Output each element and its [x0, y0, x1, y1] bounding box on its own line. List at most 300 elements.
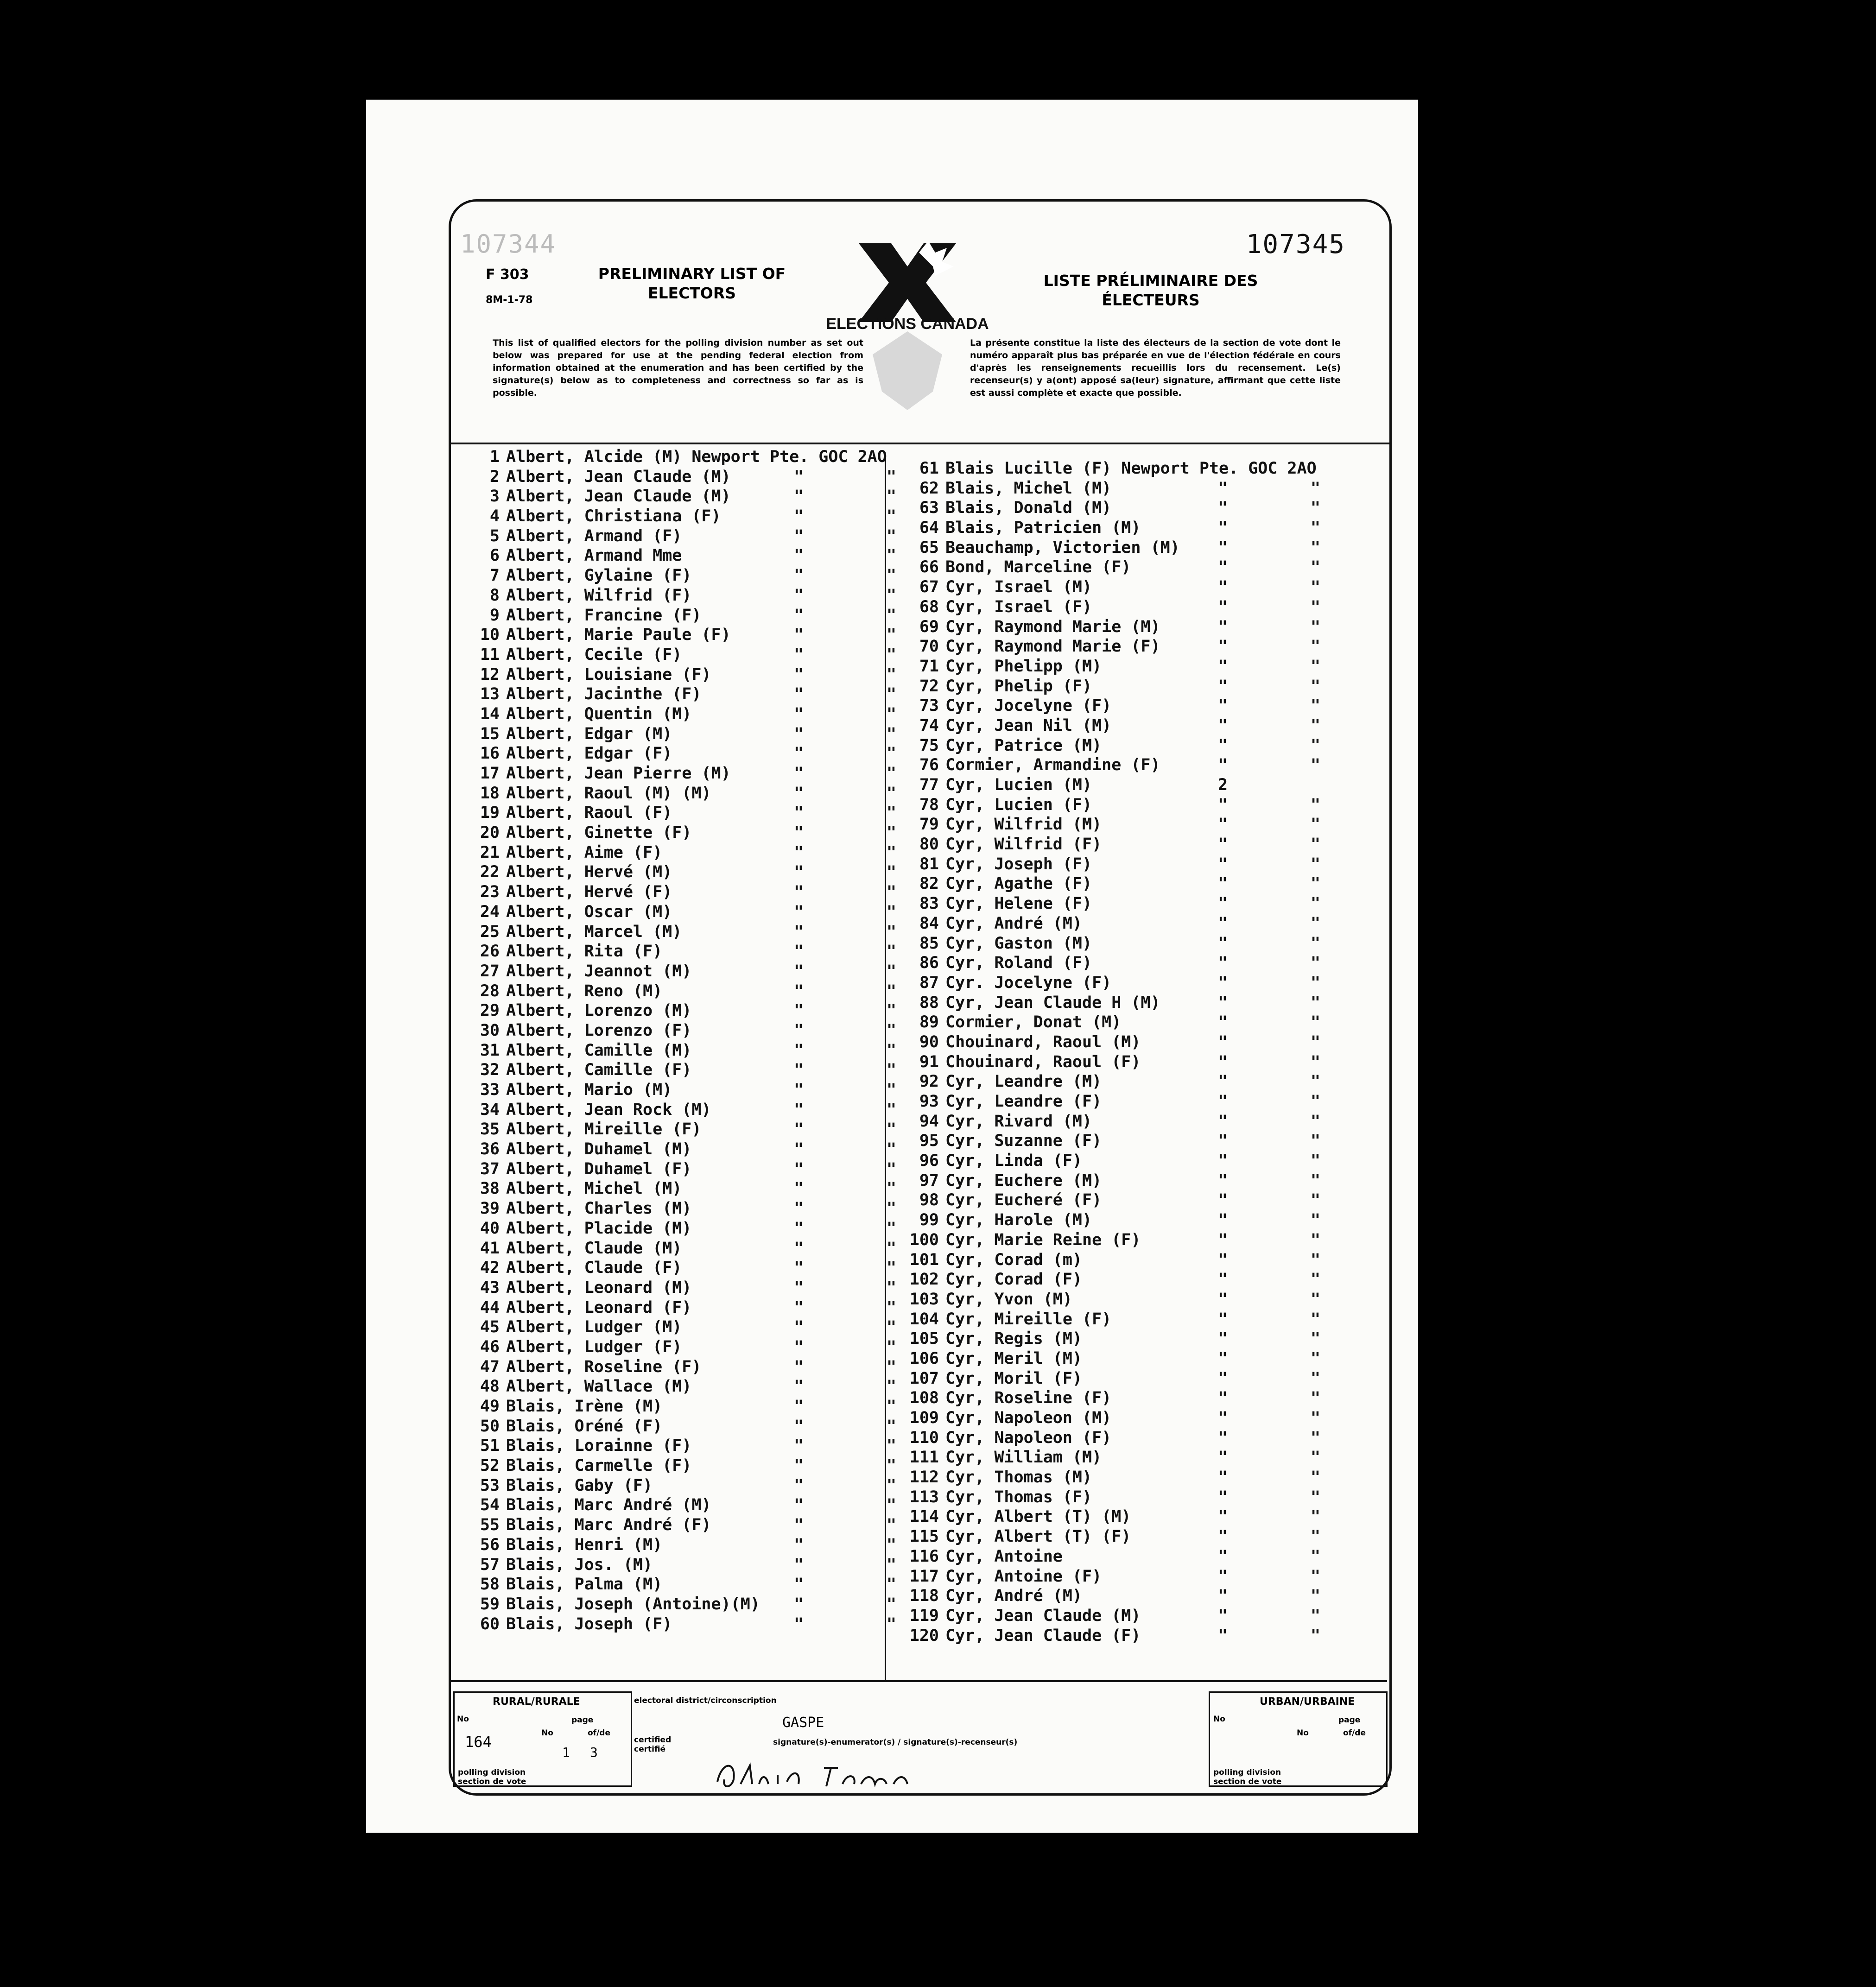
- ditto-mark-postal: ": [887, 902, 897, 921]
- ditto-mark-town: ": [1218, 716, 1228, 735]
- elector-number: 48: [480, 1377, 500, 1396]
- ditto-mark-postal: ": [887, 1021, 897, 1040]
- elector-number: 56: [480, 1535, 500, 1554]
- elector-name: Albert, Duhamel (M): [506, 1140, 692, 1159]
- ditto-mark-town: ": [1218, 1389, 1228, 1408]
- elector-name: Blais, Oréné (F): [506, 1417, 663, 1436]
- ditto-mark-postal: ": [1311, 519, 1321, 538]
- elector-number: 13: [480, 685, 500, 704]
- elector-name: Cyr, Gaston (M): [945, 934, 1092, 953]
- ditto-mark-town: ": [1218, 1329, 1228, 1348]
- elector-name: Albert, Leonard (F): [506, 1298, 692, 1317]
- ditto-mark-postal: ": [887, 704, 897, 723]
- elector-number: 78: [919, 795, 939, 814]
- elector-name: Cyr, William (M): [945, 1448, 1102, 1467]
- elector-name: Cyr, Corad (m): [945, 1250, 1083, 1269]
- elector-entry: [456, 942, 897, 962]
- ditto-mark-postal: ": [887, 1337, 897, 1356]
- elector-entry: [884, 1290, 1321, 1310]
- ditto-mark-town: ": [1218, 815, 1228, 834]
- ditto-mark-town: ": [1218, 854, 1228, 873]
- elector-name: Albert, Francine (F): [506, 606, 702, 625]
- elector-entry: [884, 677, 1321, 696]
- elector-number: 10: [480, 626, 500, 645]
- elector-name: Cyr, Yvon (M): [945, 1290, 1072, 1309]
- ditto-mark-postal: ": [887, 1357, 897, 1376]
- elector-name: Albert, Wilfrid (F): [506, 586, 692, 605]
- ditto-mark-town: ": [794, 1595, 804, 1614]
- ditto-mark-postal: ": [887, 1496, 897, 1515]
- elector-entry: [456, 1535, 897, 1555]
- ditto-mark-town: ": [794, 1456, 804, 1475]
- elector-number: 112: [909, 1468, 939, 1487]
- ditto-mark-postal: ": [1311, 1310, 1321, 1329]
- elector-entry: [884, 1131, 1321, 1151]
- elector-number: 19: [480, 804, 500, 823]
- ditto-mark-town: ": [1218, 795, 1228, 814]
- ditto-mark-town: ": [1218, 578, 1228, 597]
- elector-entry: [456, 1080, 897, 1100]
- elector-entry: [456, 862, 897, 882]
- elector-name: Cyr, Suzanne (F): [945, 1132, 1102, 1151]
- elector-name: Albert, Leonard (M): [506, 1278, 692, 1297]
- elector-name: Albert, Roseline (F): [506, 1357, 702, 1376]
- elector-number: 100: [909, 1230, 939, 1249]
- elector-entry: [456, 764, 897, 784]
- elector-entry: [884, 597, 1321, 617]
- ditto-mark-town: ": [794, 863, 804, 882]
- ditto-mark-town: ": [1218, 1211, 1228, 1230]
- serial-number-ghost: 107344: [460, 229, 557, 259]
- elector-name: Cyr, Marie Reine (F): [945, 1230, 1141, 1249]
- elector-number: 118: [909, 1587, 939, 1606]
- ditto-mark-postal: ": [887, 823, 897, 842]
- ditto-mark-postal: ": [1311, 1270, 1321, 1289]
- ditto-mark-postal: ": [887, 863, 897, 882]
- elector-name: Albert, Louisiane (F): [506, 665, 711, 684]
- elector-entry: [456, 526, 897, 546]
- elector-entry: [456, 1159, 897, 1179]
- ditto-mark-postal: ": [1311, 914, 1321, 933]
- elector-entry: [884, 518, 1321, 538]
- urban-of-label: of/de: [1343, 1728, 1366, 1738]
- ditto-mark-town: ": [794, 606, 804, 625]
- elector-name: Cyr, André (M): [945, 914, 1083, 933]
- elector-number: 102: [909, 1270, 939, 1289]
- elector-entry: [456, 1476, 897, 1496]
- ditto-mark-town: ": [794, 1496, 804, 1515]
- elector-number: 90: [919, 1032, 939, 1051]
- elector-number: 12: [480, 665, 500, 684]
- elector-name: Cyr, Thomas (F): [945, 1487, 1092, 1506]
- urban-page-no-label: No: [1297, 1728, 1309, 1738]
- ditto-mark-town: ": [1218, 657, 1228, 676]
- ditto-mark-town: ": [1218, 934, 1228, 953]
- elector-number: 104: [909, 1310, 939, 1329]
- ditto-mark-town: ": [1218, 617, 1228, 636]
- elector-entry: [456, 1456, 897, 1476]
- elector-entry: [456, 1515, 897, 1535]
- ditto-mark-postal: ": [1311, 894, 1321, 913]
- ditto-mark-postal: ": [887, 1159, 897, 1178]
- elector-name: Chouinard, Raoul (M): [945, 1032, 1141, 1051]
- ditto-mark-postal: ": [887, 1219, 897, 1238]
- ditto-mark-town: ": [1218, 914, 1228, 933]
- elector-entry: [456, 467, 897, 487]
- elector-entry: [456, 1317, 897, 1337]
- elector-name: Albert, Mireille (F): [506, 1120, 702, 1139]
- ditto-mark-town: ": [794, 962, 804, 981]
- elector-entry: [884, 1250, 1321, 1270]
- elector-entry: [456, 506, 897, 526]
- elector-entry: [884, 934, 1321, 954]
- elector-entry: [884, 736, 1321, 756]
- ditto-mark-postal: ": [1311, 1072, 1321, 1091]
- ditto-mark-postal: ": [887, 1120, 897, 1139]
- ditto-mark-town: ": [1218, 1487, 1228, 1506]
- ditto-mark-postal: ": [887, 724, 897, 743]
- ditto-mark-postal: ": [887, 1041, 897, 1060]
- intro-text-french: La présente constitue la liste des électeurs de la section de vote dont le numéro apparaît plus bas préparée en vue de l'élection fédérale en cours d'après les renseignements recueillis lors du recensement. Le(s) recenseur(s) y a(ont) apposé sa(leur) signature, affirmant que cette liste est aussi complète et exacte que possible.: [970, 338, 1341, 398]
- elector-number: 65: [919, 538, 939, 557]
- ditto-mark-postal: ": [1311, 1230, 1321, 1249]
- elector-number: 63: [919, 499, 939, 518]
- elector-entry: [884, 1507, 1321, 1527]
- elector-name: Cyr, Leandre (F): [945, 1092, 1102, 1111]
- ditto-mark-town: ": [1218, 756, 1228, 775]
- elector-name: Cyr, Raymond Marie (M): [945, 617, 1160, 636]
- elector-number: 40: [480, 1219, 500, 1238]
- ditto-mark-postal: ": [1311, 1567, 1321, 1586]
- ditto-mark-postal: ": [1311, 637, 1321, 656]
- elector-entry: [884, 577, 1321, 597]
- elector-entry: [456, 882, 897, 902]
- ditto-mark-town: ": [1218, 1409, 1228, 1427]
- ditto-mark-town: ": [794, 1001, 804, 1020]
- elector-number: 15: [480, 724, 500, 743]
- ditto-mark-town: ": [1218, 973, 1228, 992]
- ditto-mark-town: ": [794, 804, 804, 823]
- elector-number: 92: [919, 1072, 939, 1091]
- elector-entry: [884, 1112, 1321, 1132]
- ditto-mark-town: ": [1218, 993, 1228, 1012]
- elector-entry: [884, 557, 1321, 577]
- elector-number: 66: [919, 558, 939, 577]
- elector-number: 64: [919, 519, 939, 538]
- elector-number: 52: [480, 1456, 500, 1475]
- elector-name: Blais, Donald (M): [945, 499, 1112, 518]
- elector-entry: [456, 1337, 897, 1357]
- elector-number: 110: [909, 1428, 939, 1447]
- elector-entry: [456, 1397, 897, 1417]
- elector-entry: [456, 606, 897, 626]
- ditto-mark-town: 2: [1218, 776, 1228, 794]
- elector-number: 70: [919, 637, 939, 656]
- elector-number: 101: [909, 1250, 939, 1269]
- elector-name: Cyr, Eucheré (F): [945, 1191, 1102, 1210]
- elector-name: Albert, Aime (F): [506, 843, 663, 862]
- ditto-mark-postal: ": [887, 1614, 897, 1633]
- ditto-mark-town: ": [794, 1555, 804, 1574]
- serial-number: 107345: [1246, 229, 1345, 259]
- ditto-mark-town: ": [794, 764, 804, 783]
- elector-entry: [884, 815, 1321, 835]
- enumerator-signature: [708, 1756, 968, 1793]
- elector-number: 29: [480, 1001, 500, 1020]
- ditto-mark-postal: ": [887, 1476, 897, 1495]
- ditto-mark-town: ": [794, 526, 804, 545]
- signature-label: signature(s)-enumerator(s) / signature(s)-recenseur(s): [773, 1738, 1018, 1747]
- elector-entry: [456, 546, 897, 566]
- ditto-mark-postal: ": [887, 843, 897, 862]
- elector-name: Albert, Michel (M): [506, 1179, 682, 1198]
- elector-name: Beauchamp, Victorien (M): [945, 538, 1180, 557]
- elector-name: Albert, Edgar (F): [506, 744, 672, 763]
- elector-entry: [456, 803, 897, 823]
- ditto-mark-postal: ": [1311, 1250, 1321, 1269]
- elector-number: 42: [480, 1259, 500, 1278]
- elector-entry: [456, 487, 897, 506]
- elector-number: 83: [919, 894, 939, 913]
- ditto-mark-town: ": [794, 685, 804, 704]
- elector-number: 91: [919, 1052, 939, 1071]
- elector-number: 89: [919, 1013, 939, 1032]
- elector-entry: [884, 775, 1317, 795]
- ditto-mark-postal: ": [887, 1298, 897, 1317]
- elector-number: 32: [480, 1061, 500, 1080]
- elector-number: 76: [919, 756, 939, 775]
- rural-page-label: page: [571, 1715, 594, 1725]
- elector-number: 5: [489, 526, 500, 545]
- ditto-mark-town: ": [794, 487, 804, 506]
- elector-entry: [456, 744, 897, 764]
- elector-name: Cyr, Rivard (M): [945, 1112, 1092, 1131]
- elector-number: 81: [919, 854, 939, 873]
- elector-name: Albert, Christiana (F): [506, 507, 721, 526]
- elector-name: Cyr, Patrice (M): [945, 736, 1102, 755]
- elector-number: 68: [919, 597, 939, 616]
- ditto-mark-town: ": [794, 981, 804, 1000]
- elector-entry: [456, 1298, 897, 1318]
- ditto-mark-town: ": [794, 744, 804, 763]
- elector-number: 23: [480, 883, 500, 902]
- ditto-mark-town: ": [1218, 954, 1228, 973]
- ditto-mark-postal: ": [887, 1081, 897, 1099]
- document-sheet: [366, 100, 1418, 1833]
- rural-no-label: No: [457, 1715, 469, 1724]
- elector-number: 9: [489, 606, 500, 625]
- ditto-mark-postal: ": [1311, 617, 1321, 636]
- elector-entry: [884, 1527, 1321, 1547]
- elector-name: Cyr, Lucien (F): [945, 795, 1092, 814]
- ditto-mark-postal: ": [1311, 1112, 1321, 1131]
- elector-number: 116: [909, 1547, 939, 1566]
- ditto-mark-postal: ": [887, 586, 897, 605]
- district-value: GASPE: [782, 1715, 824, 1731]
- ditto-mark-postal: ": [1311, 1428, 1321, 1447]
- ditto-mark-postal: ": [887, 467, 897, 486]
- elector-entry: [456, 823, 897, 843]
- elector-name: Cyr. Jocelyne (F): [945, 973, 1112, 992]
- ditto-mark-town: ": [1218, 1152, 1228, 1171]
- ditto-mark-postal: ": [1311, 756, 1321, 775]
- elector-name: Blais, Lorainne (F): [506, 1436, 692, 1455]
- elector-name: Cyr, Raymond Marie (F): [945, 637, 1160, 656]
- elector-name: Albert, Hervé (M): [506, 863, 672, 882]
- ditto-mark-postal: ": [887, 546, 897, 565]
- elector-entry: [456, 1041, 897, 1061]
- elector-name: Cyr, Jean Nil (M): [945, 716, 1112, 735]
- ditto-mark-town: ": [1218, 874, 1228, 893]
- ditto-mark-town: ": [794, 1318, 804, 1337]
- elector-name: Blais, Carmelle (F): [506, 1456, 692, 1475]
- ditto-mark-postal: ": [887, 1001, 897, 1020]
- elector-entry: [884, 755, 1321, 775]
- elector-entry: [884, 538, 1321, 558]
- elector-name: Blais, Michel (M): [945, 479, 1112, 498]
- elector-name: Albert, Cecile (F): [506, 645, 682, 664]
- elector-name: Cyr, Antoine: [945, 1547, 1063, 1566]
- elector-entry: [884, 1151, 1321, 1171]
- ditto-mark-town: ": [794, 704, 804, 723]
- elector-name: Cormier, Armandine (F): [945, 756, 1160, 775]
- elector-name: Albert, Lorenzo (M): [506, 1001, 692, 1020]
- elector-number: 106: [909, 1349, 939, 1368]
- elector-entry: [456, 1555, 897, 1575]
- elector-number: 44: [480, 1298, 500, 1317]
- ditto-mark-postal: ": [1311, 1052, 1321, 1071]
- elector-name: Albert, Ludger (F): [506, 1337, 682, 1356]
- form-number: F 303: [486, 266, 529, 283]
- elector-number: 95: [919, 1132, 939, 1151]
- elector-entry: [456, 1495, 897, 1515]
- elector-entry: [456, 625, 897, 645]
- page-no-value: 1: [562, 1745, 570, 1760]
- ditto-mark-town: ": [1218, 637, 1228, 656]
- elector-number: 59: [480, 1595, 500, 1614]
- ditto-mark-postal: ": [1311, 795, 1321, 814]
- ditto-mark-town: ": [794, 1476, 804, 1495]
- elector-number: 107: [909, 1369, 939, 1388]
- ditto-mark-postal: ": [887, 487, 897, 506]
- elector-entry: [884, 637, 1321, 657]
- elector-name: Albert, Jean Rock (M): [506, 1100, 711, 1119]
- elector-entry: [884, 1310, 1321, 1329]
- ditto-mark-town: ": [1218, 1468, 1228, 1487]
- ditto-mark-postal: ": [887, 507, 897, 526]
- elector-number: 4: [489, 507, 500, 526]
- ditto-mark-town: ": [1218, 677, 1228, 696]
- title-english: PRELIMINARY LIST OF ELECTORS: [598, 265, 786, 302]
- elector-number: 28: [480, 981, 500, 1000]
- elector-name: Albert, Claude (F): [506, 1259, 682, 1278]
- elector-entry: [884, 993, 1321, 1013]
- elector-number: 108: [909, 1389, 939, 1408]
- elector-entry: [884, 498, 1321, 518]
- elector-number: 58: [480, 1575, 500, 1594]
- elector-entry: [456, 1575, 897, 1595]
- ditto-mark-postal: ": [887, 1179, 897, 1198]
- elector-name: Cyr, Leandre (M): [945, 1072, 1102, 1091]
- elector-name: Albert, Armand Mme: [506, 546, 682, 565]
- elector-name: Cyr, Moril (F): [945, 1369, 1083, 1388]
- ditto-mark-town: ": [1218, 558, 1228, 577]
- footer-panel: [449, 1680, 1387, 1796]
- elector-entry: [884, 835, 1321, 854]
- ditto-mark-postal: ": [887, 883, 897, 902]
- ditto-mark-postal: ": [887, 526, 897, 545]
- elector-name: Cyr, Helene (F): [945, 894, 1092, 913]
- elector-entry: [456, 1219, 897, 1239]
- ditto-mark-postal: ": [887, 665, 897, 684]
- ditto-mark-town: ": [1218, 1626, 1228, 1645]
- elector-name: Blais, Marc André (M): [506, 1496, 711, 1515]
- ditto-mark-postal: ": [1311, 835, 1321, 854]
- ditto-mark-town: ": [794, 902, 804, 921]
- elector-entry: [884, 1210, 1321, 1230]
- page-no-label: No: [541, 1728, 553, 1738]
- elector-number: 37: [480, 1159, 500, 1178]
- elector-name: Blais, Marc André (F): [506, 1516, 711, 1535]
- ditto-mark-postal: ": [1311, 1606, 1321, 1625]
- ditto-mark-town: ": [1218, 1132, 1228, 1151]
- elector-name: Cyr, Roseline (F): [945, 1389, 1112, 1408]
- elector-entry: [884, 874, 1321, 894]
- elector-number: 119: [909, 1606, 939, 1625]
- ditto-mark-town: ": [794, 1516, 804, 1535]
- elector-name: Albert, Hervé (F): [506, 883, 672, 902]
- elector-name: Cyr, Euchere (M): [945, 1171, 1102, 1190]
- ditto-mark-town: ": [794, 1081, 804, 1099]
- elector-entry: [456, 566, 897, 586]
- ditto-mark-town: ": [794, 1239, 804, 1258]
- ditto-mark-town: ": [794, 467, 804, 486]
- elector-entry: [884, 1388, 1321, 1408]
- elector-number: 47: [480, 1357, 500, 1376]
- ditto-mark-postal: ": [1311, 736, 1321, 755]
- ditto-mark-postal: ": [1311, 1448, 1321, 1467]
- elector-name: Cyr, Joseph (F): [945, 854, 1092, 873]
- ditto-mark-town: ": [794, 1199, 804, 1218]
- intro-text-english: This list of qualified electors for the polling division number as set out below was prepared for use at the pending federal election from information obtained at the enumeration and has been certified by the signature(s) below as to completeness and correctness so far as is possible.: [493, 338, 863, 398]
- elector-entry: [456, 784, 897, 804]
- ditto-mark-town: ": [794, 1100, 804, 1119]
- ditto-mark-postal: ": [1311, 815, 1321, 834]
- elector-number: 43: [480, 1278, 500, 1297]
- ditto-mark-town: ": [1218, 696, 1228, 715]
- elector-name: Cyr, Albert (T) (F): [945, 1527, 1131, 1546]
- elector-entry: [456, 724, 897, 744]
- elector-entry: [884, 1270, 1321, 1290]
- elector-entry: [884, 1626, 1321, 1646]
- ditto-mark-postal: ": [887, 626, 897, 645]
- ditto-mark-postal: ": [1311, 1152, 1321, 1171]
- elector-number: 21: [480, 843, 500, 862]
- ditto-mark-town: ": [1218, 538, 1228, 557]
- elector-entry: [884, 1547, 1321, 1567]
- elector-number: 71: [919, 657, 939, 676]
- ditto-mark-postal: ": [1311, 597, 1321, 616]
- elector-number: 80: [919, 835, 939, 854]
- elector-number: 67: [919, 578, 939, 597]
- elector-entry: [884, 953, 1321, 973]
- elector-name: Albert, Armand (F): [506, 526, 682, 545]
- elector-number: 6: [489, 546, 500, 565]
- elector-number: 16: [480, 744, 500, 763]
- elector-name: Blais, Gaby (F): [506, 1476, 653, 1495]
- ditto-mark-town: ": [1218, 1112, 1228, 1131]
- elector-entry: [456, 1417, 897, 1436]
